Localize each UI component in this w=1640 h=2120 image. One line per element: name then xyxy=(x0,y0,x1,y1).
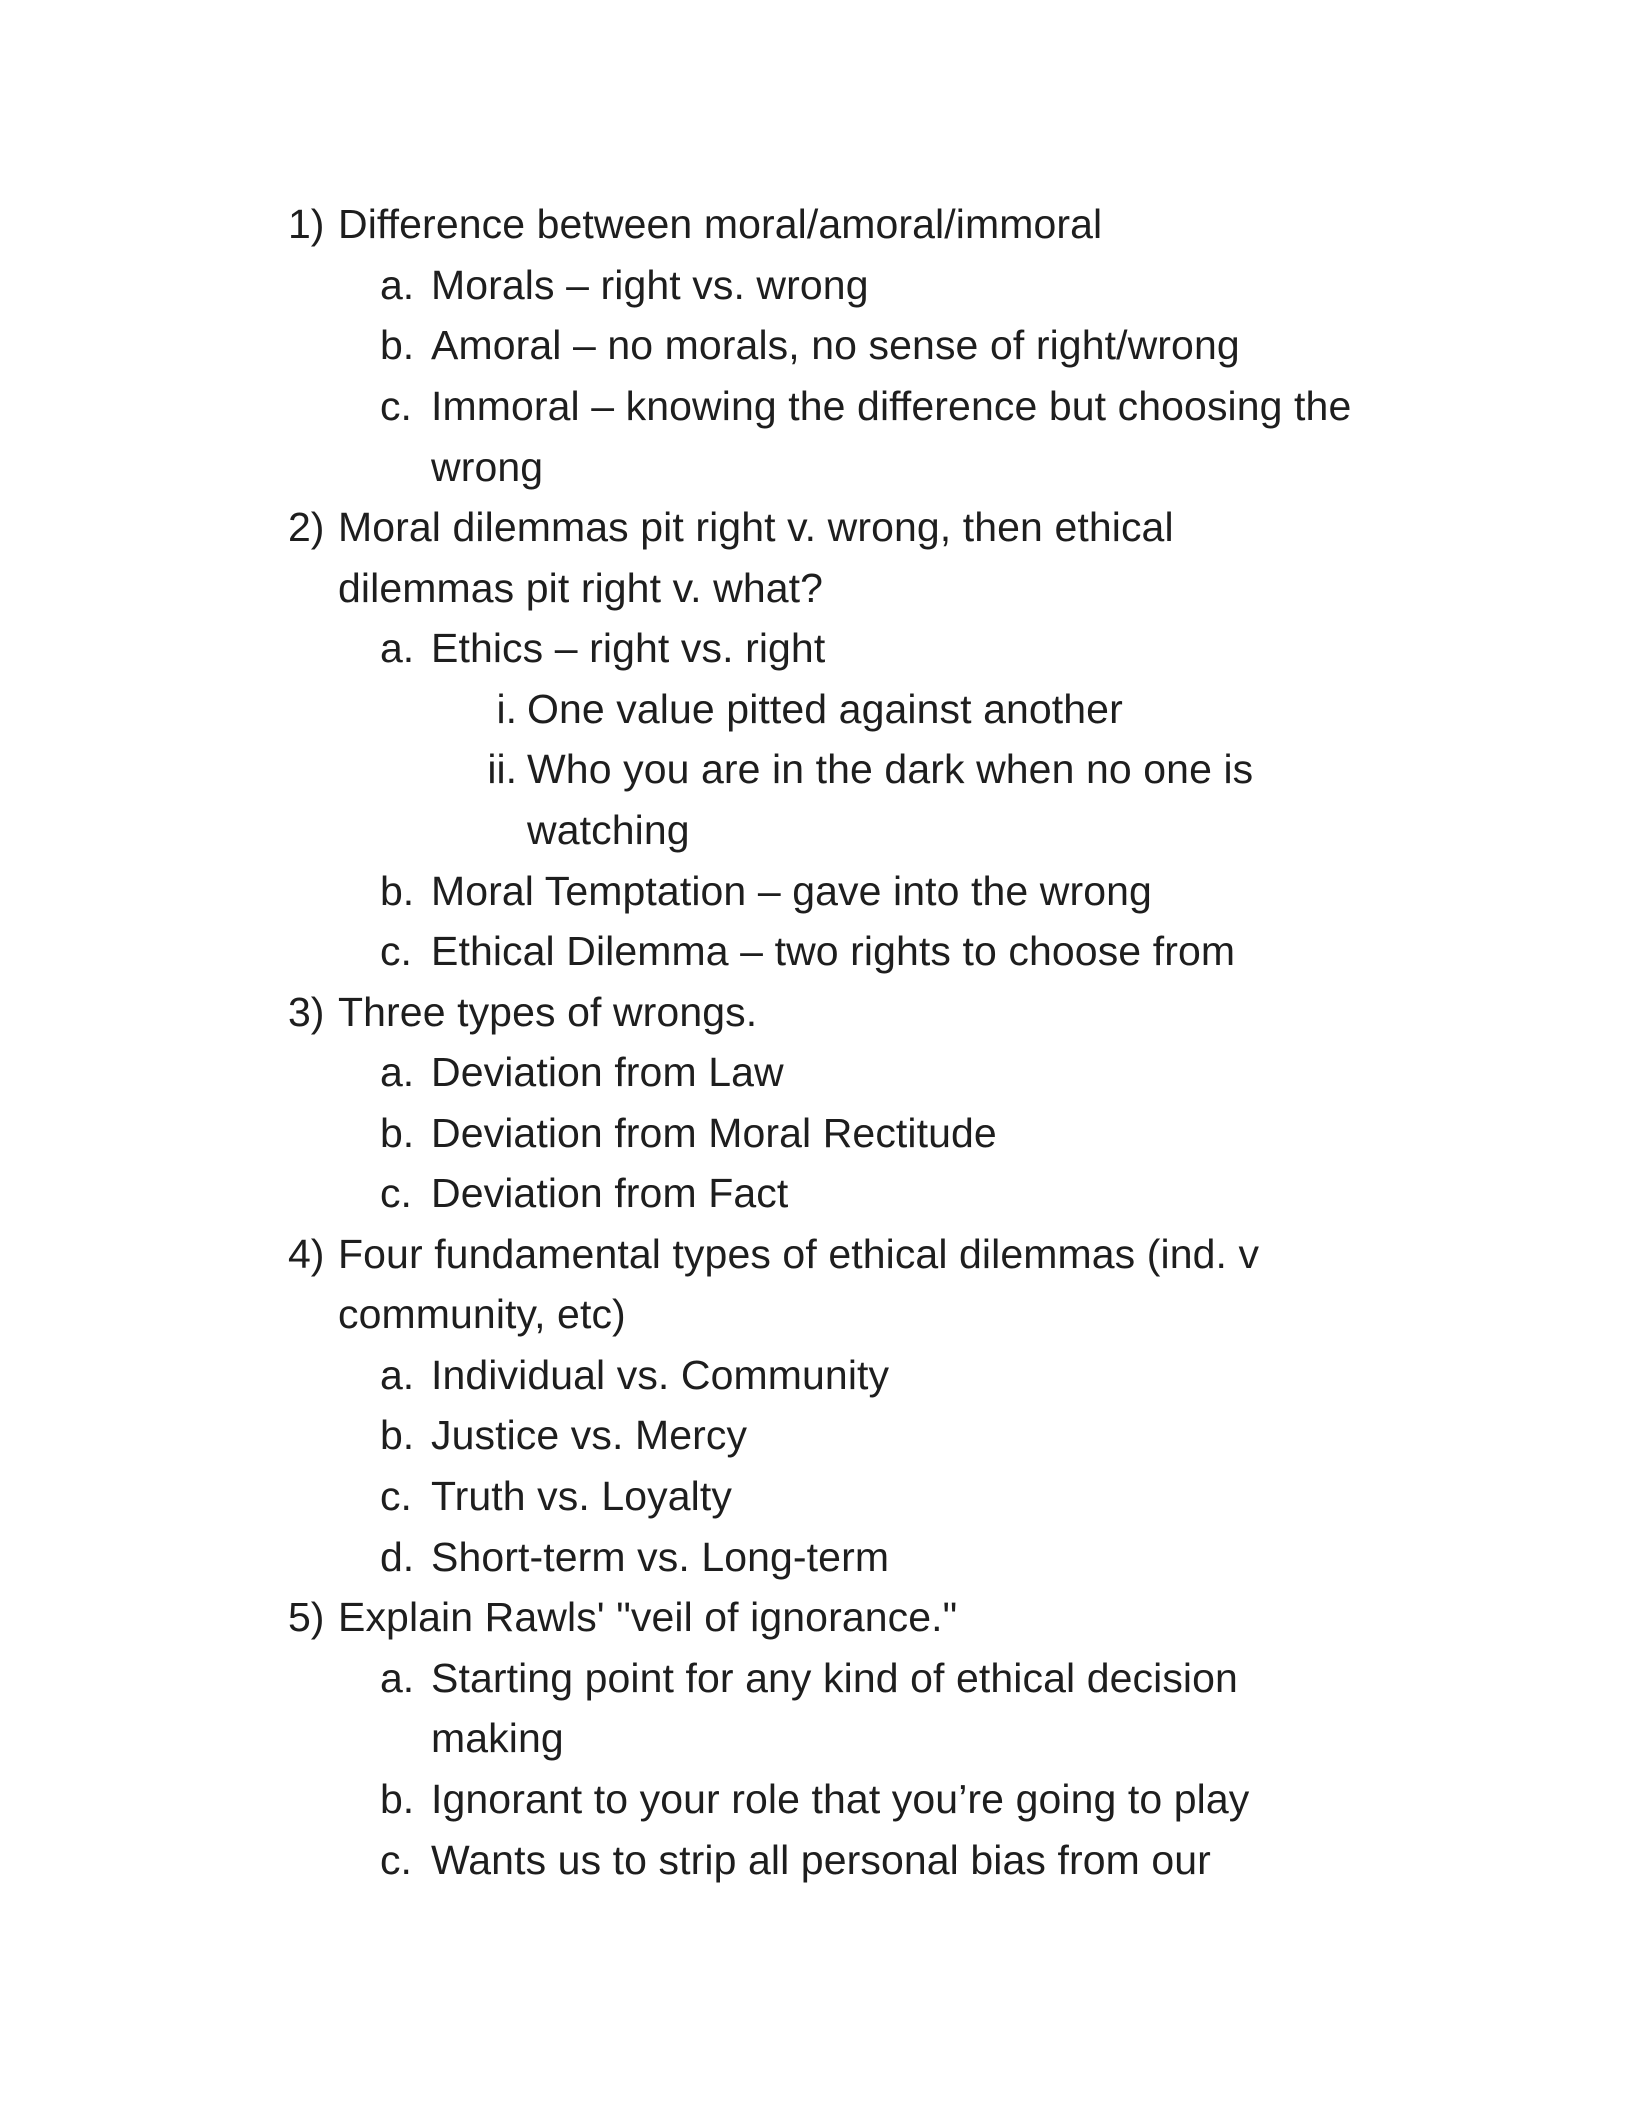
item-2-text-line-1: Moral dilemmas pit right v. wrong, then ethical xyxy=(338,504,1174,550)
item-4b-marker: b. xyxy=(380,1412,415,1458)
item-5a-text-line-2: making xyxy=(431,1715,564,1761)
item-1-text-line-1: Difference between moral/amoral/immoral xyxy=(338,201,1103,247)
item-2a-i-text: One value pitted against another xyxy=(527,686,1123,732)
item-4-text-line-1: Four fundamental types of ethical dilemmas (ind. v xyxy=(338,1231,1260,1277)
item-2-marker: 2) xyxy=(288,504,325,550)
item-4a-text: Individual vs. Community xyxy=(431,1352,890,1398)
item-5b-marker: b. xyxy=(380,1776,415,1822)
item-3c-text: Deviation from Fact xyxy=(431,1170,789,1216)
item-4c-text: Truth vs. Loyalty xyxy=(431,1473,732,1519)
item-3-marker: 3) xyxy=(288,989,325,1035)
item-1-marker: 1) xyxy=(288,201,325,247)
item-2a-text: Ethics – right vs. right xyxy=(431,625,826,671)
item-2a-marker: a. xyxy=(380,625,415,671)
item-2c-marker: c. xyxy=(380,928,412,974)
item-4c-marker: c. xyxy=(380,1473,412,1519)
item-1b-marker: b. xyxy=(380,322,415,368)
item-1c-text-line-1: Immoral – knowing the difference but choosing the xyxy=(431,383,1352,429)
item-5-marker: 5) xyxy=(288,1594,325,1640)
item-4d-marker: d. xyxy=(380,1534,415,1580)
item-2b-marker: b. xyxy=(380,868,415,914)
item-5c-marker: c. xyxy=(380,1837,412,1883)
item-2a-ii-text-line-1: Who you are in the dark when no one is xyxy=(527,746,1254,792)
item-2b-text: Moral Temptation – gave into the wrong xyxy=(431,868,1152,914)
item-1c-text-line-2: wrong xyxy=(431,444,544,490)
item-4a-marker: a. xyxy=(380,1352,415,1398)
item-5a-marker: a. xyxy=(380,1655,415,1701)
item-2-text-line-2: dilemmas pit right v. what? xyxy=(338,565,824,611)
item-2a-i-marker: i. xyxy=(496,686,517,732)
item-5c-text: Wants us to strip all personal bias from our xyxy=(431,1837,1211,1883)
item-4-text-line-2: community, etc) xyxy=(338,1291,626,1337)
item-1b-text: Amoral – no morals, no sense of right/wrong xyxy=(431,322,1240,368)
item-3a-marker: a. xyxy=(380,1049,415,1095)
item-3-text: Three types of wrongs. xyxy=(338,989,758,1035)
item-5-text: Explain Rawls' "veil of ignorance." xyxy=(338,1594,958,1640)
item-3b-text: Deviation from Moral Rectitude xyxy=(431,1110,997,1156)
item-1a-text: Morals – right vs. wrong xyxy=(431,262,869,308)
item-2a-ii-marker: ii. xyxy=(487,746,517,792)
item-5b-text: Ignorant to your role that you’re going to play xyxy=(431,1776,1250,1822)
item-4d-text: Short-term vs. Long-term xyxy=(431,1534,890,1580)
item-4b-text: Justice vs. Mercy xyxy=(431,1412,748,1458)
item-2c-text: Ethical Dilemma – two rights to choose from xyxy=(431,928,1236,974)
item-1a-marker: a. xyxy=(380,262,415,308)
item-3b-marker: b. xyxy=(380,1110,415,1156)
item-2a-ii-text-line-2: watching xyxy=(527,807,690,853)
item-3a-text: Deviation from Law xyxy=(431,1049,784,1095)
item-3c-marker: c. xyxy=(380,1170,412,1216)
item-4-marker: 4) xyxy=(288,1231,325,1277)
item-1c-marker: c. xyxy=(380,383,412,429)
item-5a-text-line-1: Starting point for any kind of ethical decision xyxy=(431,1655,1238,1701)
